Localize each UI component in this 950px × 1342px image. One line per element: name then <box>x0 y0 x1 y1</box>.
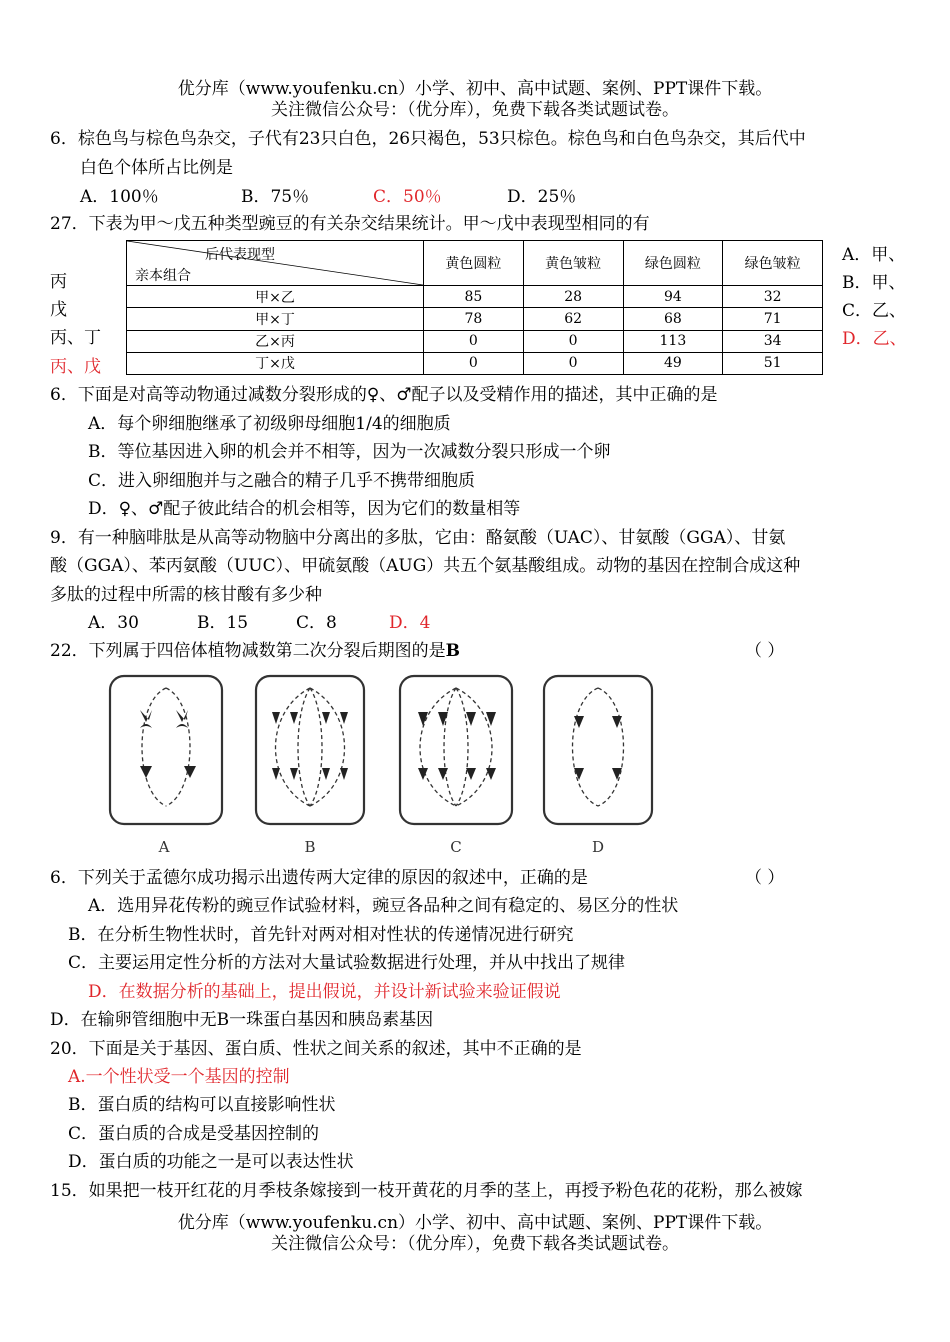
value-cell: 78 <box>424 308 524 330</box>
q27-left-fragment: 丙、丁 <box>50 328 101 348</box>
q6a-option-a: A．100％ <box>80 187 159 207</box>
q20-option-b: B．蛋白质的结构可以直接影响性状 <box>68 1095 336 1115</box>
q6b-stem: 6．下面是对高等动物通过减数分裂形成的♀、♂配子以及受精作用的描述，其中正确的是 <box>50 385 718 405</box>
q6b-option-b: B．等位基因进入卵的机会并不相等，因为一次减数分裂只形成一个卵 <box>88 442 611 462</box>
q22-answer: B <box>445 641 461 661</box>
q27-left-fragment: 戊 <box>50 300 67 320</box>
q27-left-fragment: 丙、戊 <box>50 357 101 377</box>
q27-right-fragment: C．乙、 <box>842 301 907 321</box>
q27-right-fragment: A．甲、 <box>842 245 906 265</box>
q27-stem: 27．下表为甲～戊五种类型豌豆的有关杂交结果统计。甲～戊中表现型相同的有 <box>50 214 650 234</box>
q9-line-3: 多肽的过程中所需的核甘酸有多少种 <box>50 585 322 605</box>
value-cell: 34 <box>723 330 823 352</box>
value-cell: 0 <box>523 330 623 352</box>
value-cell: 0 <box>523 352 623 374</box>
meiosis-figures <box>104 672 664 860</box>
q20-option-d: D．蛋白质的功能之一是可以表达性状 <box>68 1152 354 1172</box>
value-cell: 28 <box>523 286 623 308</box>
column-header: 黄色圆粒 <box>424 241 524 286</box>
footer-line-2: 关注微信公众号：（优分库），免费下载各类试题试卷。 <box>271 1234 679 1254</box>
cross-cell: 甲×乙 <box>127 286 424 308</box>
q9-option-b: B．15 <box>197 613 249 633</box>
cell-a-frame <box>110 676 222 824</box>
q6c-option-a: A．选用异花传粉的豌豆作试验材料，豌豆各品种之间有稳定的、易区分的性状 <box>88 896 679 916</box>
q9-option-c: C．8 <box>296 613 337 633</box>
cross-cell: 丁×戊 <box>127 352 424 374</box>
table-row <box>127 308 823 330</box>
cell-c-frame <box>400 676 512 824</box>
value-cell: 32 <box>723 286 823 308</box>
fig-label-b: B <box>304 838 316 856</box>
fig-label-d: D <box>591 838 605 856</box>
table-row <box>127 352 823 374</box>
q6b-option-d: D．♀、♂配子彼此结合的机会相等，因为它们的数量相等 <box>88 499 521 519</box>
cross-results-table <box>126 240 823 375</box>
column-header: 绿色皱粒 <box>723 241 823 286</box>
q6c-option-c: C．主要运用定性分析的方法对大量试验数据进行处理，并从中找出了规律 <box>68 953 626 973</box>
value-cell: 71 <box>723 308 823 330</box>
q6a-option-b: B．75％ <box>241 187 310 207</box>
cell-b-frame <box>256 676 364 824</box>
q6a-option-d: D．25％ <box>507 187 577 207</box>
column-header: 黄色皱粒 <box>523 241 623 286</box>
q22-stem-text: 22．下列属于四倍体植物减数第二次分裂后期图的是 <box>50 641 446 661</box>
value-cell: 94 <box>623 286 723 308</box>
parent-cross-label: 亲本组合 <box>135 268 191 284</box>
q20-option-c: C．蛋白质的合成是受基因控制的 <box>68 1124 320 1144</box>
q15-stem: 15．如果把一枝开红花的月季枝条嫁接到一枝开黄花的月季的茎上，再授予粉色花的花粉，那么被嫁 <box>50 1181 803 1201</box>
table-row <box>127 286 823 308</box>
q6a-line-1: 6．棕色鸟与棕色鸟杂交，子代有23只白色，26只褐色，53只棕色。棕色鸟和白色鸟杂交，其后代中 <box>50 129 806 149</box>
q6c-answer-paren: （ ） <box>745 868 785 888</box>
q6b-option-c: C．进入卵细胞并与之融合的精子几乎不携带细胞质 <box>88 471 476 491</box>
q9-option-d: D．4 <box>389 613 431 633</box>
value-cell: 68 <box>623 308 723 330</box>
value-cell: 62 <box>523 308 623 330</box>
q9-line-2: 酸（GGA）、苯丙氨酸（UUC）、甲硫氨酸（AUG）共五个氨基酸组成。动物的基因在控制合成这种 <box>50 556 801 576</box>
q27-left-fragment: 丙 <box>50 272 67 292</box>
cell-d-frame <box>544 676 652 824</box>
value-cell: 0 <box>424 352 524 374</box>
q6a-option-c: C．50％ <box>373 187 442 207</box>
fig-label-a: A <box>158 838 170 856</box>
q6c-extra-option: D．在输卵管细胞中无B一珠蛋白基因和胰岛素基因 <box>50 1010 434 1030</box>
diagonal-header-cell <box>127 241 424 286</box>
q20-option-a: A.一个性状受一个基因的控制 <box>68 1067 290 1087</box>
value-cell: 113 <box>623 330 723 352</box>
table-header-row <box>127 241 823 286</box>
q6c-stem: 6．下列关于孟德尔成功揭示出遗传两大定律的原因的叙述中，正确的是 <box>50 868 588 888</box>
offspring-phenotype-label: 后代表现型 <box>205 247 275 263</box>
q6c-option-b: B．在分析生物性状时，首先针对两对相对性状的传递情况进行研究 <box>68 925 574 945</box>
q9-line-1: 9．有一种脑啡肽是从高等动物脑中分离出的多肽，它由：酪氨酸（UAC）、甘氨酸（GGA）、甘氨 <box>50 528 786 548</box>
cross-cell: 甲×丁 <box>127 308 424 330</box>
q6a-line-2: 白色个体所占比例是 <box>80 158 233 178</box>
column-header: 绿色圆粒 <box>623 241 723 286</box>
value-cell: 0 <box>424 330 524 352</box>
value-cell: 85 <box>424 286 524 308</box>
q6b-option-a: A．每个卵细胞继承了初级卵母细胞1/4的细胞质 <box>88 414 451 434</box>
value-cell: 51 <box>723 352 823 374</box>
table-row <box>127 330 823 352</box>
q20-stem: 20．下面是关于基因、蛋白质、性状之间关系的叙述，其中不正确的是 <box>50 1039 582 1059</box>
header-line-1: 优分库（www.youfenku.cn）小学、初中、高中试题、案例、PPT课件下载。 <box>177 79 773 99</box>
q27-right-fragment: D．乙、 <box>842 329 907 349</box>
cross-cell: 乙×丙 <box>127 330 424 352</box>
q22-answer-paren: （ ） <box>745 641 785 661</box>
q9-option-a: A．30 <box>88 613 139 633</box>
q6c-option-d: D．在数据分析的基础上，提出假说，并设计新试验来验证假说 <box>88 982 561 1002</box>
fig-label-c: C <box>450 838 462 856</box>
q27-right-fragment: B．甲、 <box>842 273 906 293</box>
q22-stem <box>50 640 460 662</box>
footer-line-1: 优分库（www.youfenku.cn）小学、初中、高中试题、案例、PPT课件下载。 <box>177 1213 773 1233</box>
value-cell: 49 <box>623 352 723 374</box>
header-line-2: 关注微信公众号：（优分库），免费下载各类试题试卷。 <box>271 100 679 120</box>
